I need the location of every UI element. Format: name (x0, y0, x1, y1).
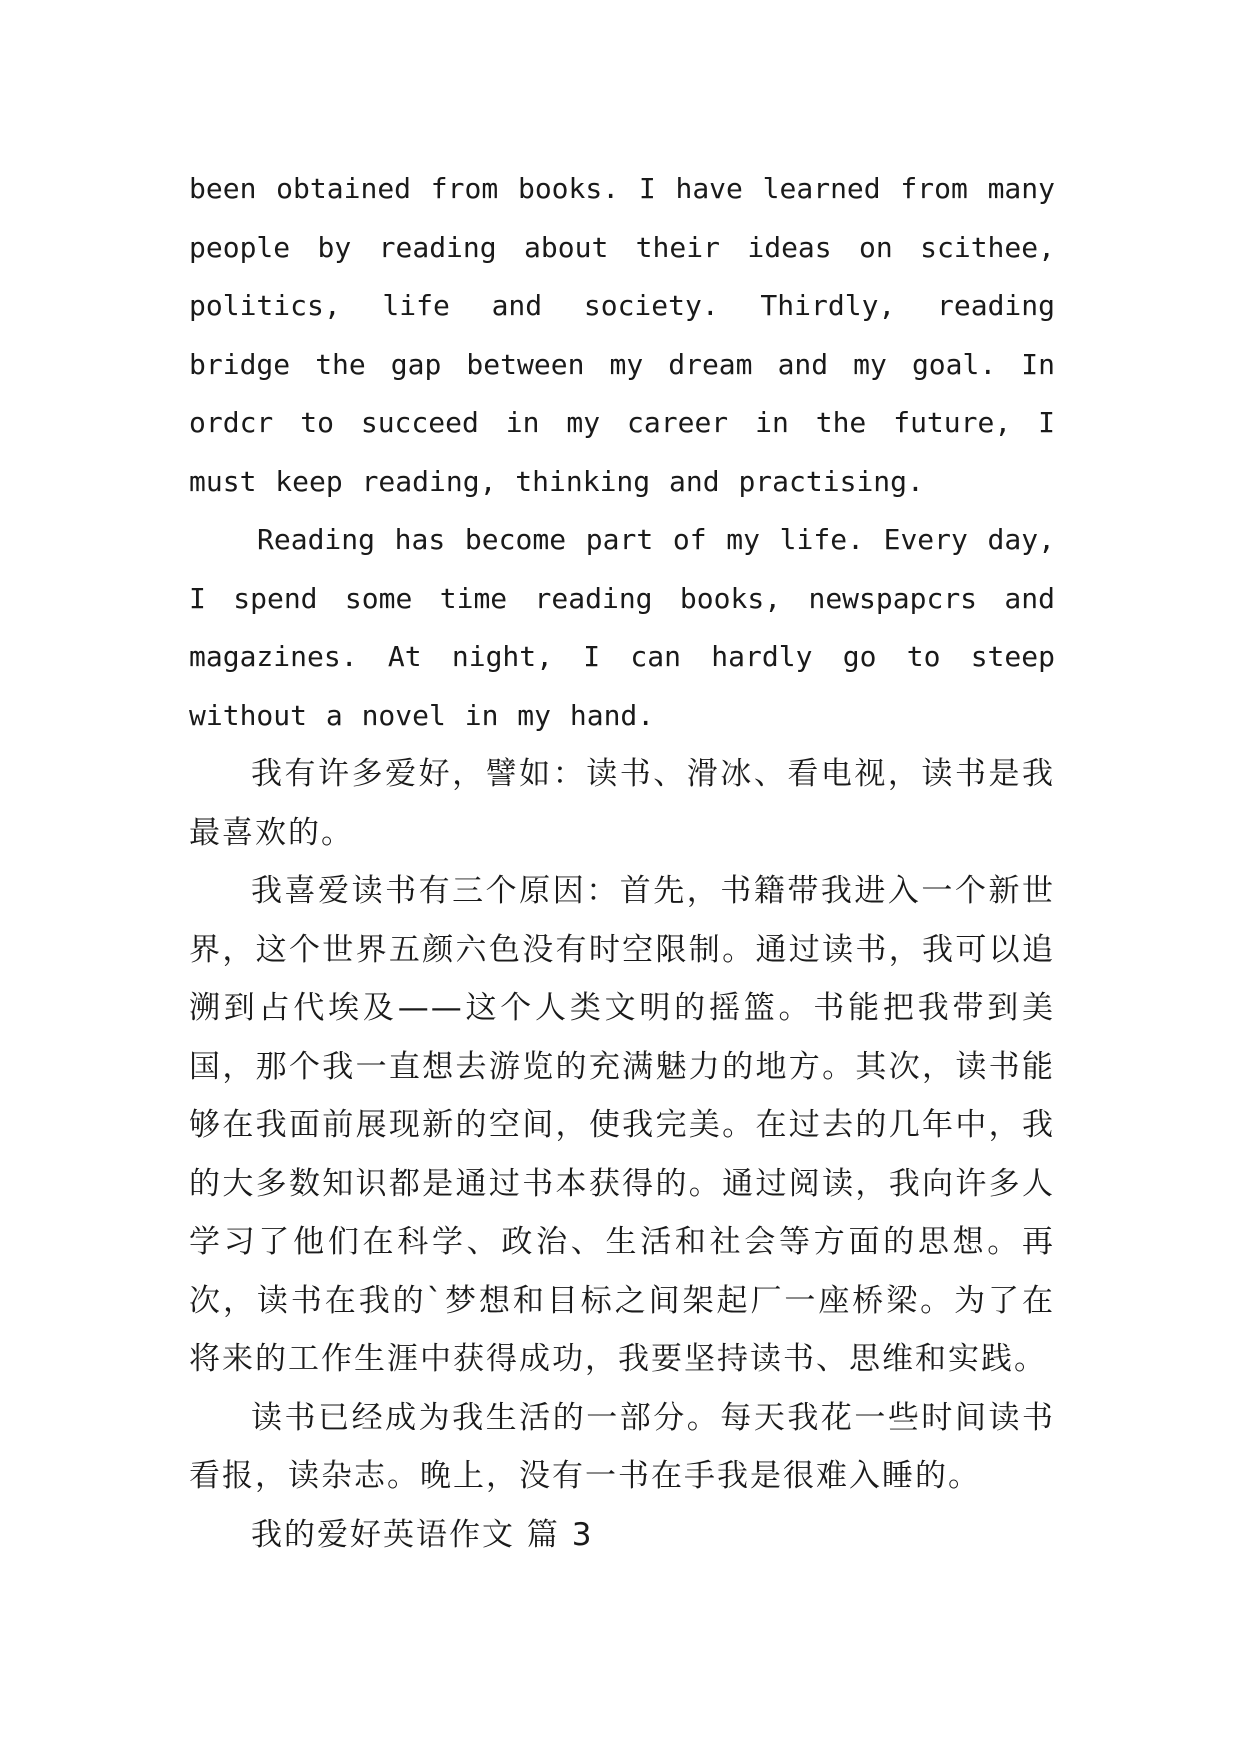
section-heading: 我的爱好英语作文 篇 3 (251, 1516, 594, 1553)
paragraph-en-2: Reading has become part of my life. Every day, I spend some time reading books, newspapcrs and magazines. At night, I can hardly go to steep without a novel in my hand. (189, 523, 1055, 732)
paragraph-zh-2: 我喜爱读书有三个原因：首先，书籍带我进入一个新世界，这个世界五颜六色没有时空限制。通过读书，我可以追溯到占代埃及——这个人类文明的摇篮。书能把我带到美国，那个我一直想去游览的充满魅力的地方。其次，读书能够在我面前展现新的空间，使我完美。在过去的几年中，我的大多数知识都是通过书本获得的。通过阅读，我向许多人学习了他们在科学、政治、生活和社会等方面的思想。再次，读书在我的`梦想和目标之间架起厂一座桥梁。为了在将来的工作生涯中获得成功，我要坚持读书、思维和实践。 (189, 873, 1055, 1377)
paragraph-en-1: been obtained from books. I have learned from many people by reading about their ideas on scithee, politics, life and society. Thirdly, reading bridge the gap between my dream and my goal. In ordcr to succeed in my career in the future, I must keep reading, thinking and practising. (189, 172, 1055, 498)
paragraph-zh-1: 我有许多爱好，譬如：读书、滑冰、看电视，读书是我最喜欢的。 (189, 756, 1055, 851)
paragraph-zh-3: 读书已经成为我生活的一部分。每天我花一些时间读书看报，读杂志。晚上，没有一书在手我是很难入睡的。 (189, 1399, 1055, 1494)
document-body (189, 160, 1055, 1564)
